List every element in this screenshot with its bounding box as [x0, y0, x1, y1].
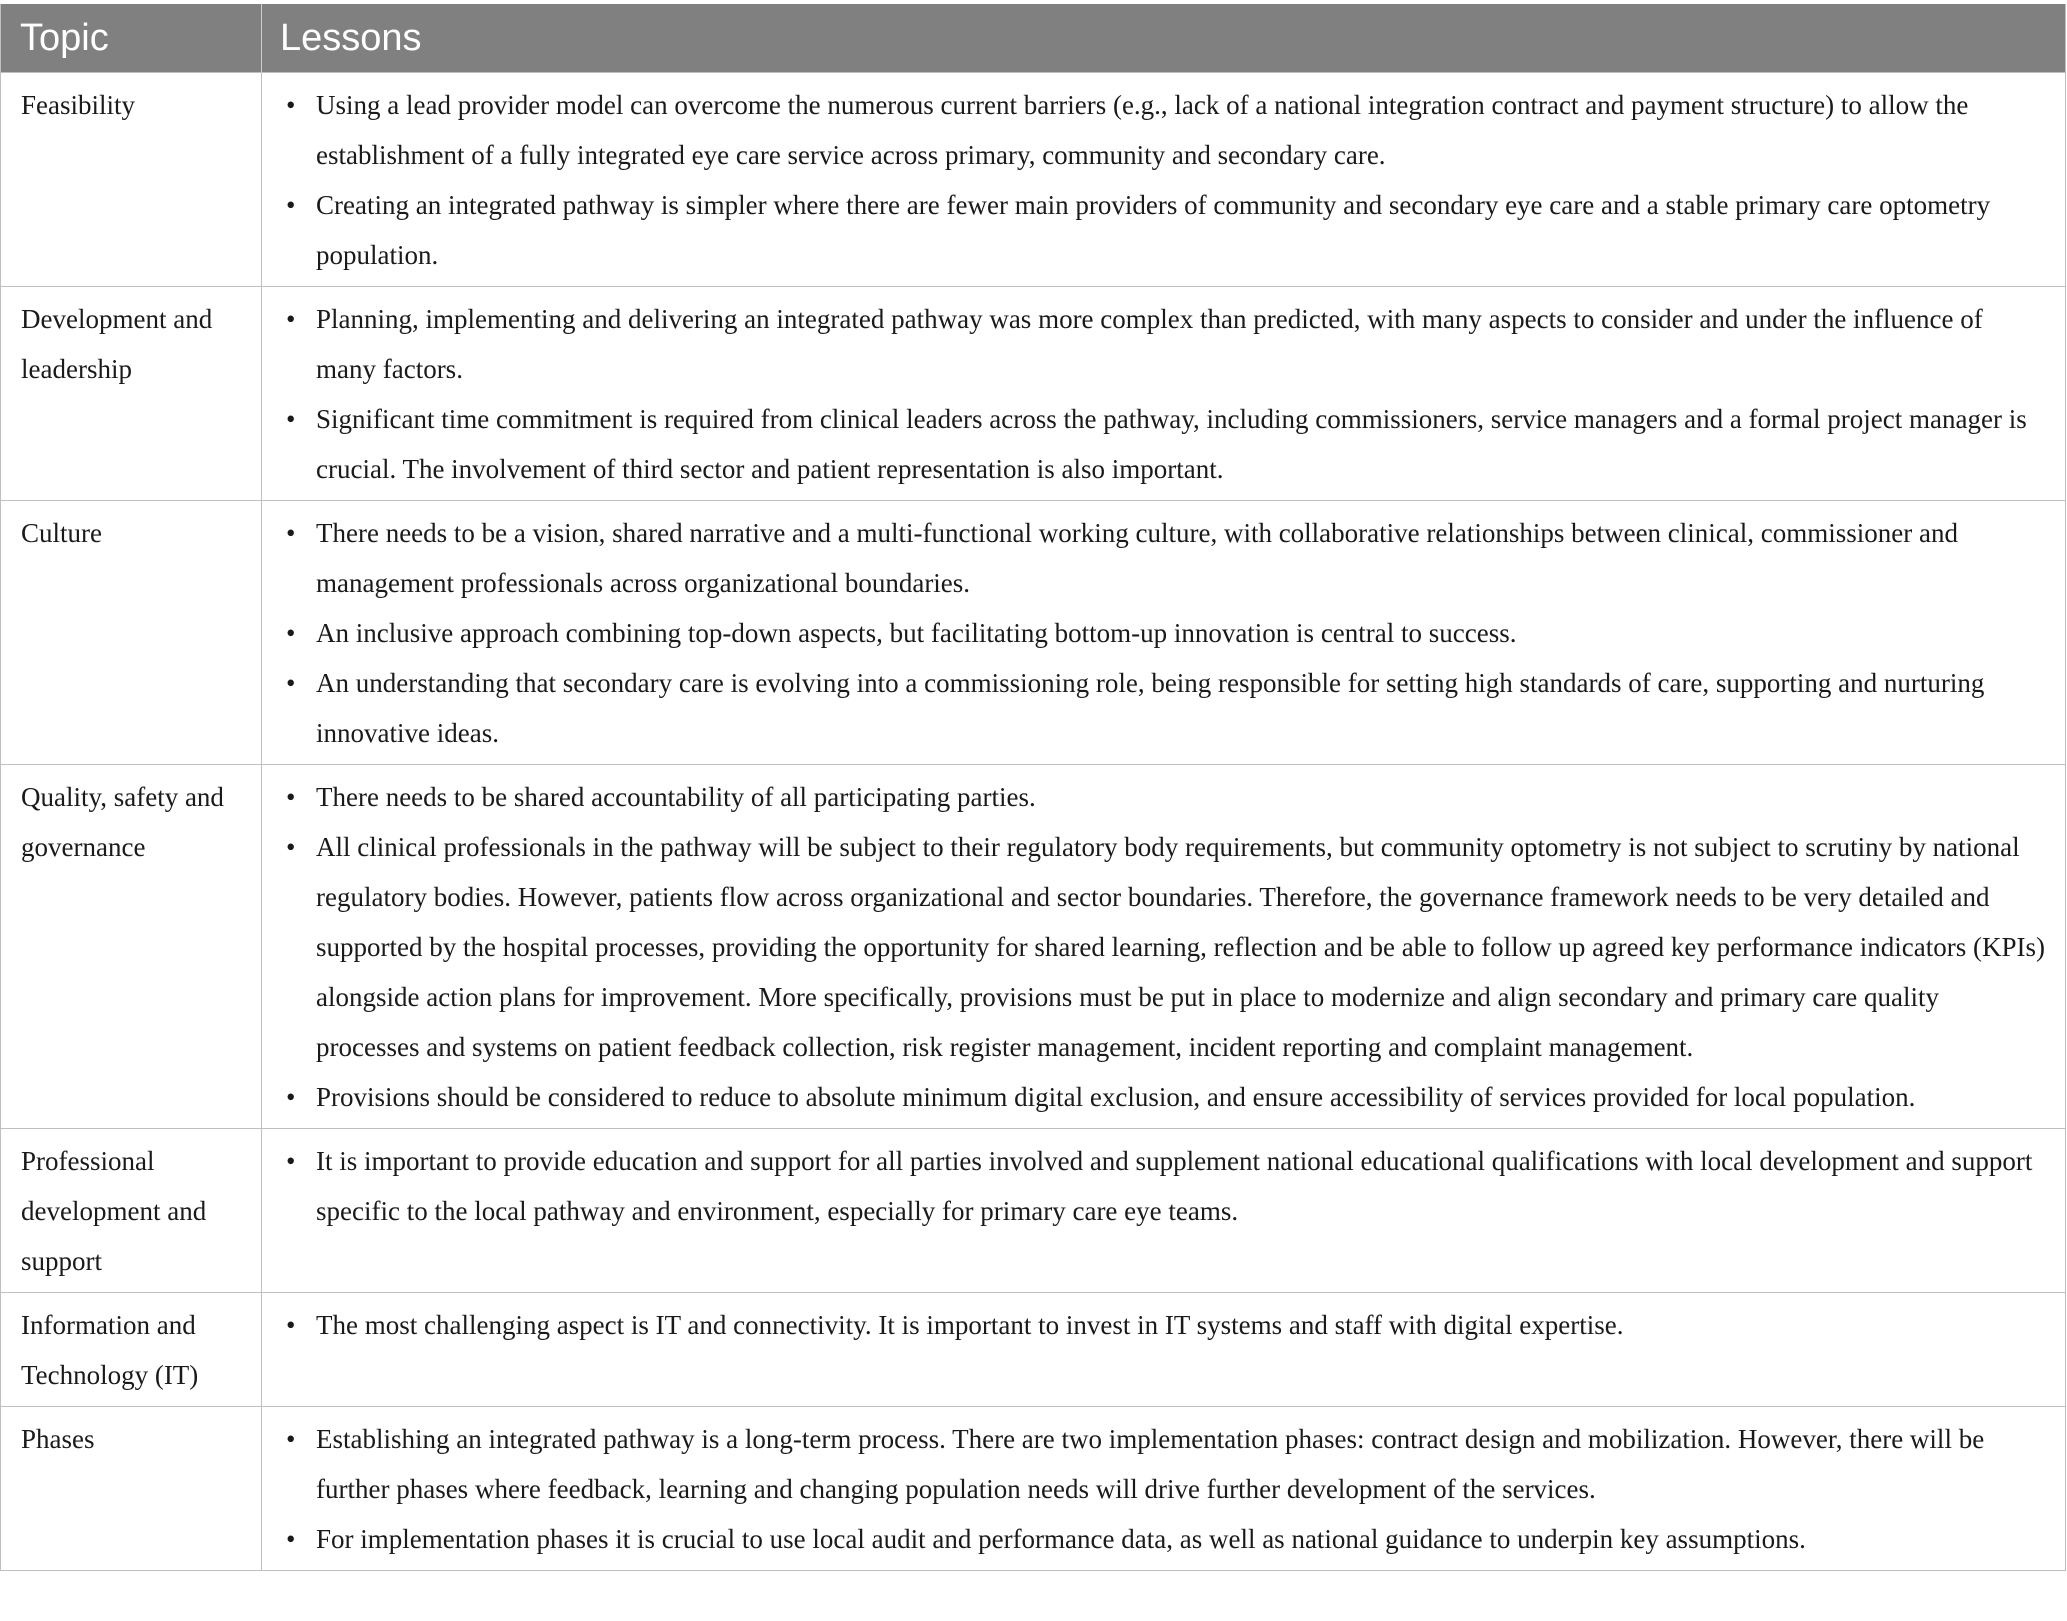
lesson-text: Planning, implementing and delivering an integrated pathway was more complex than predicted, with many aspects to consider and under the influence of many factors. — [316, 304, 1983, 384]
bullet-icon: • — [286, 90, 296, 120]
table-row — [1, 73, 2066, 287]
topic-cell: Professional development and support — [1, 1129, 262, 1293]
table-body — [1, 73, 2066, 1571]
lesson-text: Provisions should be considered to reduce to absolute minimum digital exclusion, and ensure accessibility of services provided for local population. — [316, 1082, 1916, 1112]
topic-cell: Phases — [1, 1407, 262, 1571]
bullet-icon: • — [286, 518, 296, 548]
list-item — [262, 294, 2047, 394]
lesson-list — [262, 80, 2047, 280]
lessons-cell — [262, 1129, 2066, 1293]
list-item — [262, 822, 2047, 1072]
lessons-cell — [262, 1293, 2066, 1407]
lesson-text: For implementation phases it is crucial to use local audit and performance data, as well as national guidance to underpin key assumptions. — [316, 1524, 1806, 1554]
lesson-text: Establishing an integrated pathway is a long-term process. There are two implementation phases: contract design and mobilization. However, there will be further phases where feedback, learning and changing population needs will drive further development of the services. — [316, 1424, 1985, 1504]
topic-cell: Quality, safety and governance — [1, 765, 262, 1129]
bullet-icon: • — [286, 1310, 296, 1340]
table-row — [1, 501, 2066, 765]
table-row — [1, 1293, 2066, 1407]
lessons-cell — [262, 287, 2066, 501]
list-item — [262, 394, 2047, 494]
list-item — [262, 1072, 2047, 1122]
lessons-cell — [262, 501, 2066, 765]
lesson-list — [262, 772, 2047, 1122]
lessons-table-container — [0, 4, 2067, 1571]
list-item — [262, 1136, 2047, 1236]
bullet-icon: • — [286, 304, 296, 334]
bullet-icon: • — [286, 1146, 296, 1176]
lesson-text: All clinical professionals in the pathway will be subject to their regulatory body requirements, but community optometry is not subject to scrutiny by national regulatory bodies. However, patients flow across organizational and sector boundaries. Therefore, the governance framework needs to be very detailed and supported by the hospital processes, providing the opportunity for shared learning, reflection and be able to follow up agreed key performance indicators (KPIs) alongside action plans for improvement. More specifically, provisions must be put in place to modernize and align secondary and primary care quality processes and systems on patient feedback collection, risk register management, incident reporting and complaint management. — [316, 832, 2045, 1062]
table-row — [1, 1129, 2066, 1293]
lesson-text: The most challenging aspect is IT and connectivity. It is important to invest in IT systems and staff with digital expertise. — [316, 1310, 1624, 1340]
list-item — [262, 180, 2047, 280]
list-item — [262, 1414, 2047, 1514]
lesson-text: Using a lead provider model can overcome the numerous current barriers (e.g., lack of a national integration contract and payment structure) to allow the establishment of a fully integrated eye care service across primary, community and secondary care. — [316, 90, 1969, 170]
topic-cell: Development and leadership — [1, 287, 262, 501]
lesson-text: It is important to provide education and support for all parties involved and supplement national educational qualifications with local development and support specific to the local pathway and environment, especially for primary care eye teams. — [316, 1146, 2033, 1226]
lesson-list — [262, 294, 2047, 494]
topic-cell: Culture — [1, 501, 262, 765]
lesson-text: An inclusive approach combining top-down aspects, but facilitating bottom-up innovation is central to success. — [316, 618, 1517, 648]
column-header-lessons: Lessons — [262, 4, 2066, 73]
lesson-text: An understanding that secondary care is evolving into a commissioning role, being responsible for setting high standards of care, supporting and nurturing innovative ideas. — [316, 668, 1985, 748]
column-header-topic: Topic — [1, 4, 262, 73]
lesson-text: Creating an integrated pathway is simpler where there are fewer main providers of community and secondary eye care and a stable primary care optometry population. — [316, 190, 1991, 270]
bullet-icon: • — [286, 1082, 296, 1112]
list-item — [262, 1514, 2047, 1564]
lesson-text: There needs to be shared accountability of all participating parties. — [316, 782, 1036, 812]
table-header — [1, 4, 2066, 73]
lessons-cell — [262, 73, 2066, 287]
bullet-icon: • — [286, 1424, 296, 1454]
bullet-icon: • — [286, 832, 296, 862]
list-item — [262, 1300, 2047, 1350]
bullet-icon: • — [286, 1524, 296, 1554]
bullet-icon: • — [286, 404, 296, 434]
topic-cell: Feasibility — [1, 73, 262, 287]
bullet-icon: • — [286, 668, 296, 698]
bullet-icon: • — [286, 618, 296, 648]
lessons-cell — [262, 765, 2066, 1129]
list-item — [262, 658, 2047, 758]
lessons-table — [0, 4, 2066, 1571]
lesson-text: There needs to be a vision, shared narrative and a multi-functional working culture, with collaborative relationships between clinical, commissioner and management professionals across organizational boundaries. — [316, 518, 1958, 598]
header-row — [1, 4, 2066, 73]
table-row — [1, 287, 2066, 501]
lesson-text: Significant time commitment is required from clinical leaders across the pathway, including commissioners, service managers and a formal project manager is crucial. The involvement of third sector and patient representation is also important. — [316, 404, 2027, 484]
topic-cell: Information and Technology (IT) — [1, 1293, 262, 1407]
table-row — [1, 1407, 2066, 1571]
list-item — [262, 80, 2047, 180]
lesson-list — [262, 1136, 2047, 1236]
bullet-icon: • — [286, 190, 296, 220]
list-item — [262, 508, 2047, 608]
lesson-list — [262, 1300, 2047, 1350]
table-row — [1, 765, 2066, 1129]
lesson-list — [262, 508, 2047, 758]
lessons-cell — [262, 1407, 2066, 1571]
bullet-icon: • — [286, 782, 296, 812]
lesson-list — [262, 1414, 2047, 1564]
list-item — [262, 608, 2047, 658]
list-item — [262, 772, 2047, 822]
